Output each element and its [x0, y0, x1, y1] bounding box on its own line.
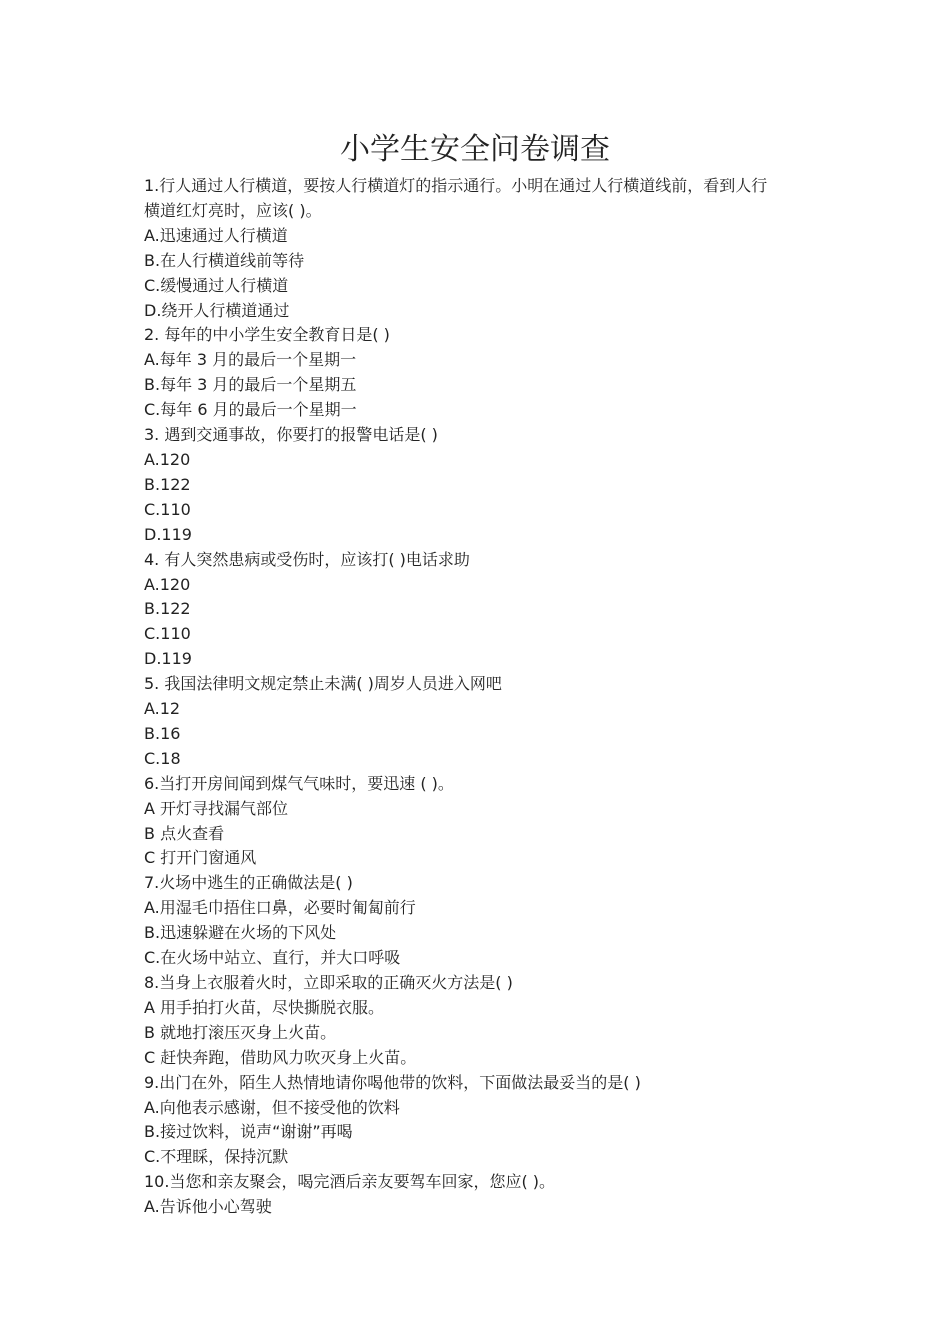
text-line: A.每年 3 月的最后一个星期一	[144, 350, 357, 370]
text-line: A 开灯寻找漏气部位	[144, 798, 289, 818]
text-line: A 用手拍打火苗，尽快撕脱衣服。	[144, 997, 385, 1017]
text-line: B 就地打滚压灭身上火苗。	[144, 1022, 337, 1042]
text-line: A.告诉他小心驾驶	[144, 1197, 272, 1217]
text-line: D.绕开人行横道通过	[144, 300, 290, 320]
text-line: C.不理睬，保持沉默	[144, 1147, 289, 1167]
text-line: A.12	[144, 699, 181, 719]
text-line: C.缓慢通过人行横道	[144, 275, 289, 295]
text-line: 6.当打开房间闻到煤气气味时，要迅速 ( )。	[144, 773, 454, 793]
text-line: C.110	[144, 499, 191, 519]
text-line: C 打开门窗通风	[144, 848, 257, 868]
text-line: C.18	[144, 748, 181, 768]
text-line: B.16	[144, 723, 181, 743]
text-line: B.接过饮料，说声“谢谢”再喝	[144, 1122, 353, 1142]
text-line: A.120	[144, 574, 191, 594]
text-line: 3. 遇到交通事故，你要打的报警电话是( )	[144, 425, 438, 445]
document-title: 小学生安全问卷调查	[340, 132, 610, 167]
text-line: C 赶快奔跑，借助风力吹灭身上火苗。	[144, 1047, 417, 1067]
text-line: 2. 每年的中小学生安全教育日是( )	[144, 325, 390, 345]
text-line: 4. 有人突然患病或受伤时，应该打( )电话求助	[144, 549, 470, 569]
text-line: 5. 我国法律明文规定禁止未满( )周岁人员进入网吧	[144, 674, 502, 694]
text-line: 1.行人通过人行横道，要按人行横道灯的指示通行。小明在通过人行横道线前，看到人行	[144, 176, 768, 195]
text-line: B.每年 3 月的最后一个星期五	[144, 375, 357, 395]
text-line: A.用湿毛巾捂住口鼻，必要时匍匐前行	[144, 898, 416, 918]
text-line: B.122	[144, 599, 191, 619]
text-line: A.迅速通过人行横道	[144, 225, 288, 245]
text-line: 8.当身上衣服着火时，立即采取的正确灭火方法是( )	[144, 973, 513, 992]
text-line: B.在人行横道线前等待	[144, 250, 305, 270]
text-line: 7.火场中逃生的正确做法是( )	[144, 873, 353, 893]
text-line: B.迅速躲避在火场的下风处	[144, 923, 337, 943]
text-line: 横道红灯亮时，应该( )。	[144, 200, 322, 220]
document-body	[144, 174, 812, 1220]
text-line: D.119	[144, 649, 192, 669]
text-line: B.122	[144, 474, 191, 494]
text-line: 9.出门在外，陌生人热情地请你喝他带的饮料，下面做法最妥当的是( )	[144, 1072, 641, 1092]
text-line: D.119	[144, 524, 192, 544]
text-line: C.110	[144, 624, 191, 644]
text-line: C.在火场中站立、直行，并大口呼吸	[144, 948, 401, 968]
text-line: A.120	[144, 449, 191, 469]
text-line: B 点火查看	[144, 823, 225, 843]
text-line: 10.当您和亲友聚会，喝完酒后亲友要驾车回家，您应( )。	[144, 1172, 556, 1192]
text-line: C.每年 6 月的最后一个星期一	[144, 400, 357, 420]
text-line: A.向他表示感谢，但不接受他的饮料	[144, 1097, 400, 1117]
